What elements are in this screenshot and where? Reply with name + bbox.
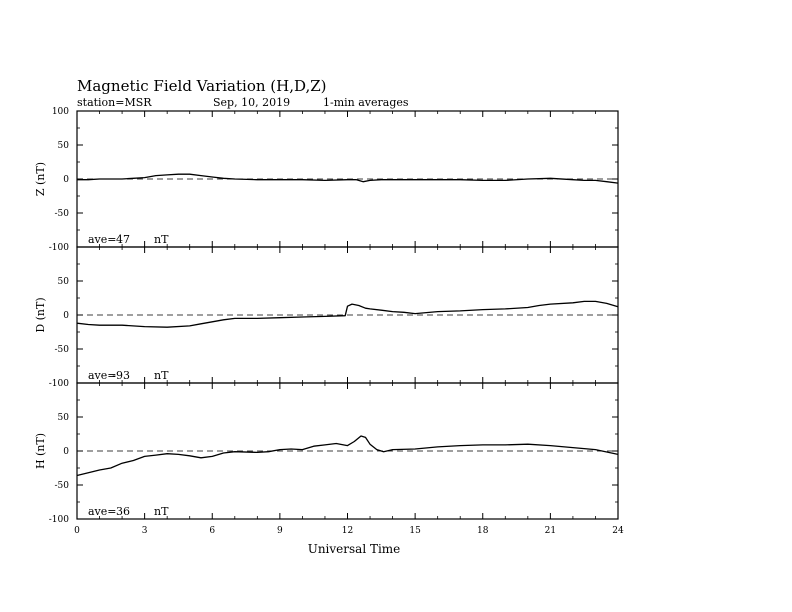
x-axis-label: Universal Time <box>307 542 401 556</box>
y-tick-label: 0 <box>63 175 69 185</box>
ave-value: 47 <box>116 233 130 246</box>
y-tick-label: -50 <box>54 481 69 491</box>
ave-unit: nT <box>154 505 169 518</box>
panel-1 <box>34 247 618 389</box>
y-tick-label: 50 <box>57 141 69 151</box>
y-tick-label: 0 <box>63 447 69 457</box>
x-tick-label: 24 <box>612 526 624 536</box>
ave-value: -93 <box>112 369 130 382</box>
x-tick-label: 18 <box>477 526 489 536</box>
x-tick-label: 3 <box>141 526 148 536</box>
y-tick-label: -100 <box>48 243 69 253</box>
averaging-label: 1-min averages <box>323 96 409 109</box>
ave-label: ave= <box>88 369 117 382</box>
x-tick-label: 9 <box>277 526 283 536</box>
x-tick-label: 21 <box>544 526 557 536</box>
y-axis-label: H (nT) <box>34 432 47 470</box>
x-tick-label: 6 <box>209 526 216 536</box>
y-tick-label: -100 <box>48 379 69 389</box>
panel-0 <box>34 107 618 253</box>
y-tick-label: 100 <box>51 107 69 117</box>
y-tick-label: 50 <box>57 413 69 423</box>
series-line <box>77 436 618 476</box>
y-axis-label: D (nT) <box>34 297 47 333</box>
ave-unit: nT <box>154 369 169 382</box>
x-tick-label: 15 <box>409 526 421 536</box>
x-tick-label: 12 <box>341 526 354 536</box>
station-label: station=MSR <box>77 96 152 109</box>
ave-unit: nT <box>154 233 169 246</box>
y-axis-label: Z (nT) <box>34 161 47 197</box>
ave-label: ave= <box>88 233 117 246</box>
y-tick-label: -50 <box>54 345 69 355</box>
y-tick-label: -100 <box>48 515 69 525</box>
y-tick-label: 50 <box>57 277 69 287</box>
y-tick-label: 0 <box>63 311 69 321</box>
series-line <box>77 301 618 327</box>
chart-title: Magnetic Field Variation (H,D,Z) <box>77 77 327 95</box>
ave-value: 36 <box>116 505 130 518</box>
x-tick-label: 0 <box>74 526 80 536</box>
ave-label: ave= <box>88 505 117 518</box>
panel-2 <box>34 383 618 525</box>
date-label: Sep, 10, 2019 <box>213 96 291 109</box>
panels-layer <box>34 107 618 525</box>
y-tick-label: -50 <box>54 209 69 219</box>
x-axis <box>74 526 624 536</box>
